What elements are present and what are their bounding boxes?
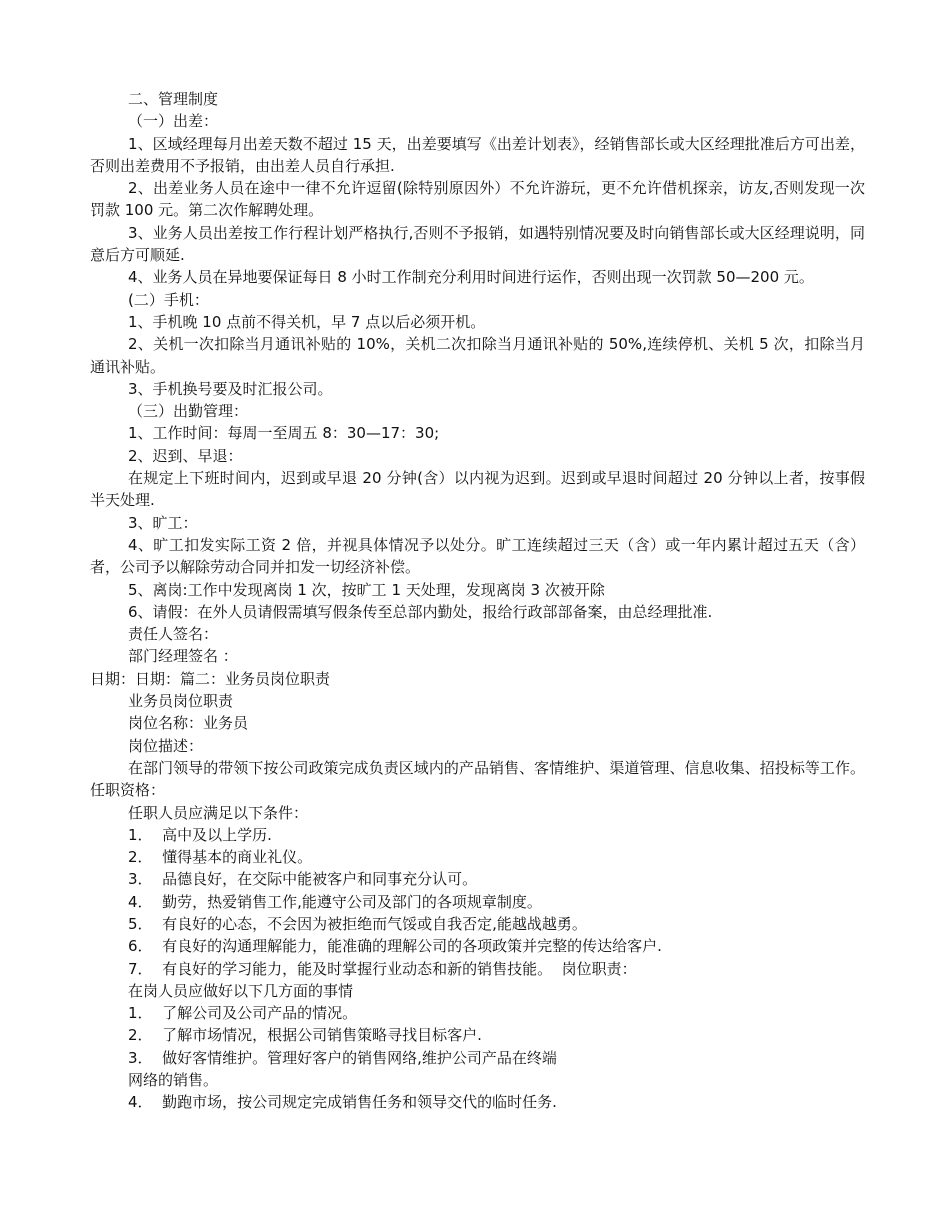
list-item: 2． 了解市场情况，根据公司销售策略寻找目标客户. <box>128 1026 482 1045</box>
paragraph: 3、业务人员出差按工作行程计划严格执行,否则不予报销，如遇特别情况要及时向销售部长或大区经理说明，同意后方可顺延. <box>90 223 865 265</box>
list-item: 4． 勤跑市场，按公司规定完成销售任务和领导交代的临时任务. <box>128 1093 557 1112</box>
paragraph: 岗位描述： <box>128 736 204 755</box>
list-item: 4． 勤劳，热爱销售工作,能遵守公司及部门的各项规章制度。 <box>128 892 542 911</box>
section-heading: 二、管理制度 <box>128 90 219 108</box>
signature-label: 部门经理签名 ： <box>128 647 238 666</box>
list-item: 3． 品德良好，在交际中能被客户和同事充分认可。 <box>128 870 478 889</box>
paragraph: 在规定上下班时间内，迟到或早退 20 分钟(含）以内视为迟到。迟到或早退时间超过 20 分钟以上者，按事假半天处理. <box>90 469 865 510</box>
list-item: 7． 有良好的学习能力，能及时掌握行业动态和新的销售技能。 岗位职责： <box>128 959 637 978</box>
subsection-heading: （三）出勤管理： <box>128 402 249 421</box>
paragraph: 1、工作时间：每周一至周五 8：30—17：30; <box>128 424 440 443</box>
subsection-heading: （一）出差： <box>128 112 219 131</box>
paragraph: 4、业务人员在异地要保证每日 8 小时工作制充分利用时间进行运作，否则出现一次罚款 50—200 元。 <box>128 268 814 287</box>
list-item: 6． 有良好的沟通理解能力，能准确的理解公司的各项政策并完整的传达给客户. <box>128 937 662 956</box>
paragraph: 3、旷工： <box>128 513 198 532</box>
date-line: 日期：日期：篇二：业务员岗位职责 <box>90 669 331 688</box>
signature-label: 责任人签名： <box>128 625 219 644</box>
paragraph: 1、区域经理每月出差天数不超过 15 天，出差要填写《出差计划表》，经销售部长或大区经理批准后方可出差，否则出差费用不予报销，由出差人员自行承担. <box>90 134 865 175</box>
paragraph: 4、旷工扣发实际工资 2 倍，并视具体情况予以处分。旷工连续超过三天（含）或一年内累计超过五天（含）者，公司予以解除劳动合同并扣发一切经济补偿。 <box>90 535 865 577</box>
subsection-heading: (二）手机： <box>128 290 209 309</box>
list-item: 3． 做好客情维护。管理好客户的销售网络,维护公司产品在终端 <box>128 1048 557 1067</box>
paragraph: 2、出差业务人员在途中一律不允许逗留(除特别原因外）不允许游玩，更不允许借机探亲，访友,否则发现一次罚款 100 元。第二次作解聘处理。 <box>90 179 865 220</box>
list-item: 2． 懂得基本的商业礼仪。 <box>128 848 313 867</box>
paragraph: 岗位名称：业务员 <box>128 714 249 733</box>
document-page <box>90 88 870 1114</box>
paragraph: 在岗人员应做好以下几方面的事情 <box>128 981 354 1000</box>
list-item: 1． 高中及以上学历. <box>128 825 272 844</box>
section-heading: 业务员岗位职责 <box>128 692 234 711</box>
paragraph: 5、离岗:工作中发现离岗 1 次，按旷工 1 天处理，发现离岗 3 次被开除 <box>128 580 605 599</box>
paragraph: 1、手机晚 10 点前不得关机，早 7 点以后必须开机。 <box>128 312 486 331</box>
paragraph: 在部门领导的带领下按公司政策完成负责区域内的产品销售、客情维护、渠道管理、信息收集、招投标等工作。 任职资格： <box>90 758 870 800</box>
list-item-continuation: 网络的销售。 <box>128 1071 219 1090</box>
list-item: 5． 有良好的心态，不会因为被拒绝而气馁或自我否定,能越战越勇。 <box>128 914 587 933</box>
paragraph: 任职人员应满足以下条件： <box>128 803 309 822</box>
paragraph: 3、手机换号要及时汇报公司。 <box>128 379 333 398</box>
list-item: 1． 了解公司及公司产品的情况。 <box>128 1004 358 1023</box>
paragraph: 2、关机一次扣除当月通讯补贴的 10%，关机二次扣除当月通讯补贴的 50%,连续停机、关机 5 次，扣除当月通讯补贴。 <box>90 335 865 376</box>
paragraph: 6、请假：在外人员请假需填写假条传至总部内勤处，报给行政部部备案，由总经理批准. <box>128 602 713 621</box>
paragraph: 2、迟到、早退： <box>128 446 243 465</box>
